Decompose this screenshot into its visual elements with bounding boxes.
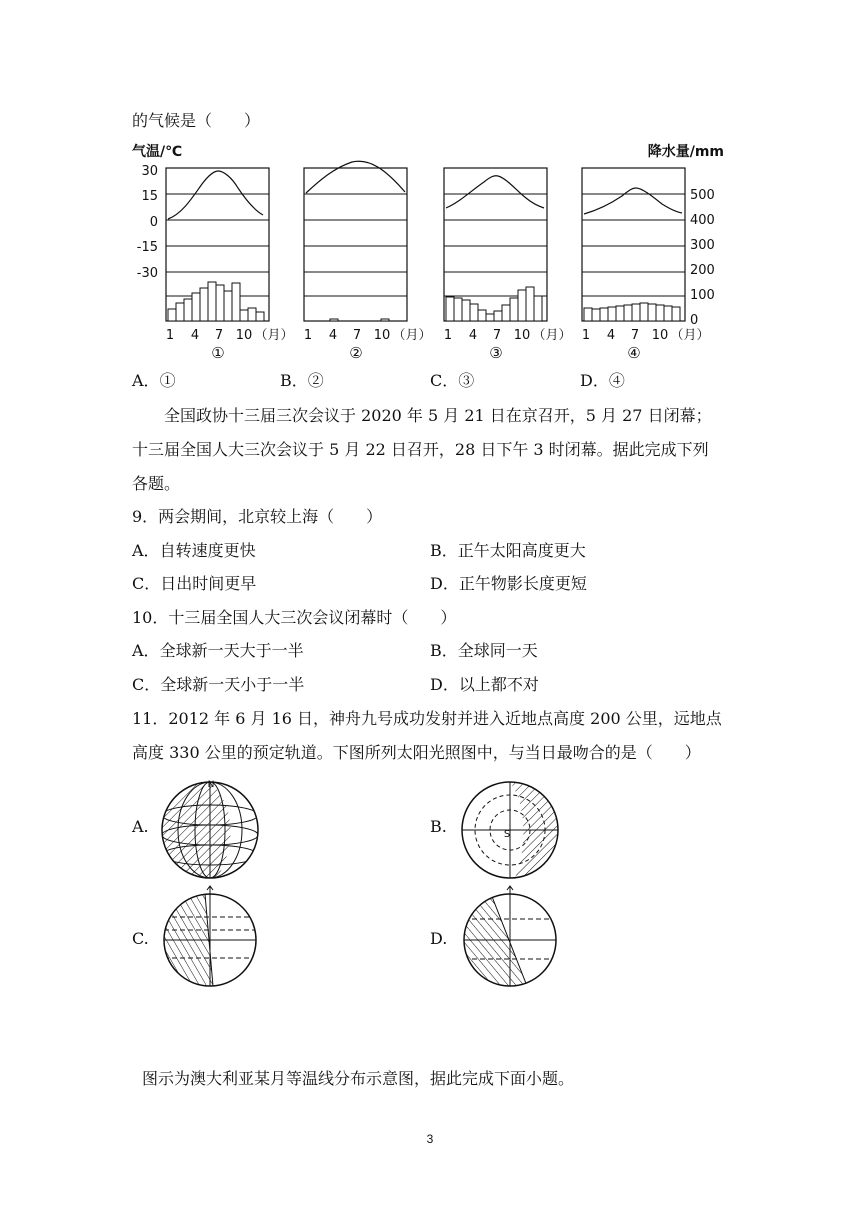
svg-text:4: 4 bbox=[190, 328, 200, 343]
left-tick: 15 bbox=[141, 189, 158, 204]
globe-figure-c bbox=[155, 885, 265, 995]
left-tick: 0 bbox=[149, 215, 158, 230]
svg-text:1: 1 bbox=[165, 328, 175, 343]
right-tick: 200 bbox=[690, 263, 715, 278]
q10-option-a[interactable]: A．全球新一天大于一半 bbox=[132, 641, 304, 660]
next-passage: 图示为澳大利亚某月等温线分布示意图，据此完成下面小题。 bbox=[142, 1069, 575, 1088]
globe-figure-a bbox=[155, 775, 265, 885]
q8-stem-tail: 的气候是（ ） bbox=[132, 111, 261, 130]
climate-panel-2 bbox=[304, 161, 432, 362]
svg-text:1: 1 bbox=[581, 328, 591, 343]
svg-text:10: 10 bbox=[373, 328, 391, 343]
globe-figure-b bbox=[455, 775, 565, 885]
q10-stem: 10．十三届全国人大三次会议闭幕时（ ） bbox=[132, 608, 457, 627]
q8-option-b[interactable]: B．② bbox=[280, 371, 324, 390]
svg-text:7: 7 bbox=[492, 328, 502, 343]
q8-option-d[interactable]: D．④ bbox=[580, 371, 625, 390]
climate-charts-figure bbox=[120, 138, 730, 368]
q10-option-b[interactable]: B．全球同一天 bbox=[430, 641, 538, 660]
q8-option-a[interactable]: A．① bbox=[132, 371, 176, 390]
svg-text:4: 4 bbox=[328, 328, 338, 343]
svg-text:10: 10 bbox=[513, 328, 531, 343]
q9-option-b[interactable]: B．正午太阳高度更大 bbox=[430, 541, 586, 560]
svg-text:（月）: （月） bbox=[254, 328, 294, 343]
climate-panel-1 bbox=[166, 168, 294, 362]
passage-line-3: 各题。 bbox=[132, 474, 181, 493]
right-tick: 400 bbox=[690, 213, 715, 228]
page-number: 3 bbox=[426, 1132, 434, 1146]
panel-label-1: ① bbox=[211, 344, 225, 362]
right-tick: 0 bbox=[690, 313, 699, 328]
left-tick: -15 bbox=[136, 240, 158, 255]
q11-stem-line-2: 高度 330 公里的预定轨道。下图所列太阳光照图中，与当日最吻合的是（ ） bbox=[132, 743, 701, 762]
q10-option-d[interactable]: D．以上都不对 bbox=[430, 675, 539, 694]
svg-text:7: 7 bbox=[352, 328, 362, 343]
right-axis-title: 降水量/mm bbox=[647, 144, 724, 160]
globe-figure-d bbox=[455, 885, 565, 995]
q11-option-d[interactable]: D. bbox=[430, 929, 448, 948]
left-axis-title: 气温/℃ bbox=[132, 144, 183, 160]
svg-text:（月）: （月） bbox=[532, 328, 572, 343]
right-tick: 300 bbox=[690, 238, 715, 253]
climate-panel-3 bbox=[444, 168, 572, 362]
q9-option-c[interactable]: C．日出时间更早 bbox=[132, 574, 257, 593]
right-tick: 100 bbox=[690, 288, 715, 303]
svg-text:N: N bbox=[207, 780, 215, 790]
panel-label-4: ④ bbox=[627, 344, 641, 362]
q11-option-a[interactable]: A. bbox=[132, 817, 149, 836]
q9-stem: 9．两会期间，北京较上海（ ） bbox=[132, 507, 383, 526]
q8-option-c[interactable]: C．③ bbox=[430, 371, 475, 390]
left-tick: -30 bbox=[136, 266, 158, 281]
q10-option-c[interactable]: C．全球新一天小于一半 bbox=[132, 675, 305, 694]
q11-option-c[interactable]: C. bbox=[132, 929, 149, 948]
svg-text:1: 1 bbox=[443, 328, 453, 343]
svg-text:（月）: （月） bbox=[670, 328, 710, 343]
passage-line-2: 十三届全国人大三次会议于 5 月 22 日召开，28 日下午 3 时闭幕。据此完成下列 bbox=[132, 440, 709, 459]
panel-label-3: ③ bbox=[489, 344, 503, 362]
svg-text:7: 7 bbox=[630, 328, 640, 343]
left-tick: 30 bbox=[141, 164, 158, 179]
svg-text:4: 4 bbox=[468, 328, 478, 343]
svg-text:10: 10 bbox=[651, 328, 669, 343]
svg-text:10: 10 bbox=[235, 328, 253, 343]
passage-line-1: 全国政协十三届三次会议于 2020 年 5 月 21 日在京召开，5 月 27 日闭幕； bbox=[164, 406, 712, 425]
q9-option-d[interactable]: D．正午物影长度更短 bbox=[430, 574, 587, 593]
svg-text:1: 1 bbox=[303, 328, 313, 343]
svg-text:（月）: （月） bbox=[392, 328, 432, 343]
right-tick: 500 bbox=[690, 188, 715, 203]
panel-label-2: ② bbox=[349, 344, 363, 362]
svg-text:7: 7 bbox=[214, 328, 224, 343]
b-center-label: S bbox=[503, 829, 511, 840]
svg-text:4: 4 bbox=[606, 328, 616, 343]
q11-stem-line-1: 11．2012 年 6 月 16 日，神舟九号成功发射并进入近地点高度 200 公里，远地点 bbox=[132, 709, 722, 728]
q11-option-b[interactable]: B. bbox=[430, 817, 447, 836]
q9-option-a[interactable]: A．自转速度更快 bbox=[132, 541, 256, 560]
